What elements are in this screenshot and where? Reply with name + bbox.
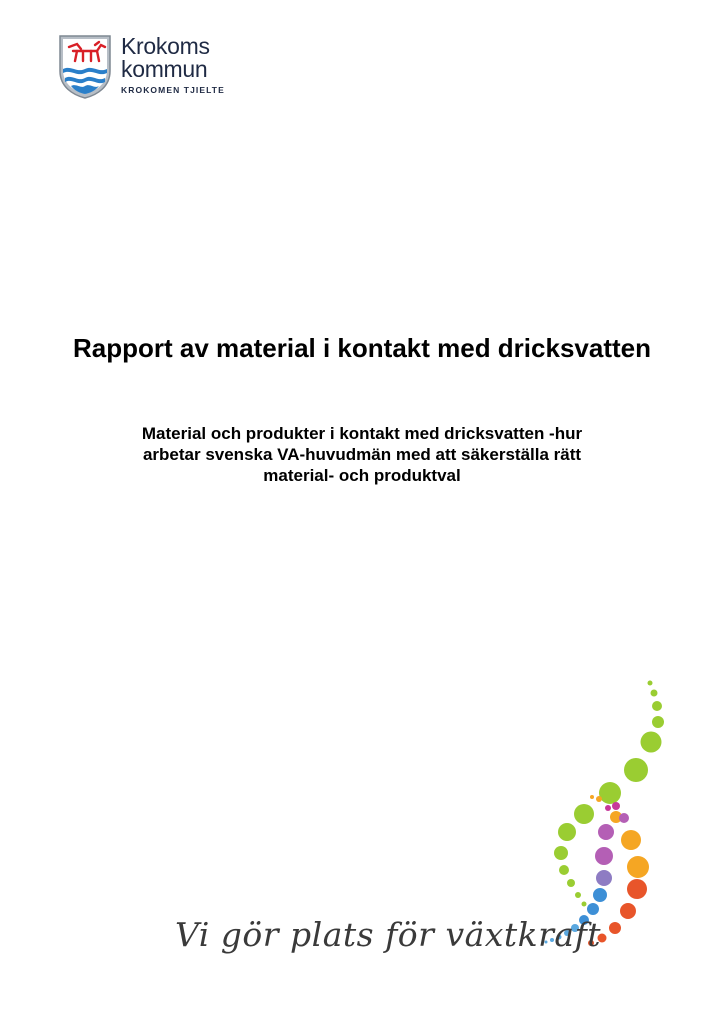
subtitle-line-3: material- och produktval (263, 466, 461, 485)
document-subtitle (60, 423, 664, 486)
subtitle-line-1: Material och produkter i kontakt med dricksvatten -hur (141, 424, 583, 443)
slogan-text: Vi gör plats för växtkraft (175, 915, 602, 954)
subtitle-line-2: arbetar svenska VA-huvudmän med att säkerställa rätt (142, 445, 582, 464)
krokoms-kommun-logo (57, 33, 237, 103)
coat-of-arms-icon (57, 33, 113, 99)
logo-name-line1: Krokoms (121, 33, 210, 59)
logo-name-line2: kommun (121, 56, 208, 82)
document-title: Rapport av material i kontakt med dricksvatten (73, 333, 651, 363)
logo-text (121, 35, 225, 95)
growth-dots-graphic (540, 675, 680, 955)
logo-subtitle: KROKOMEN TJIELTE (121, 85, 225, 95)
